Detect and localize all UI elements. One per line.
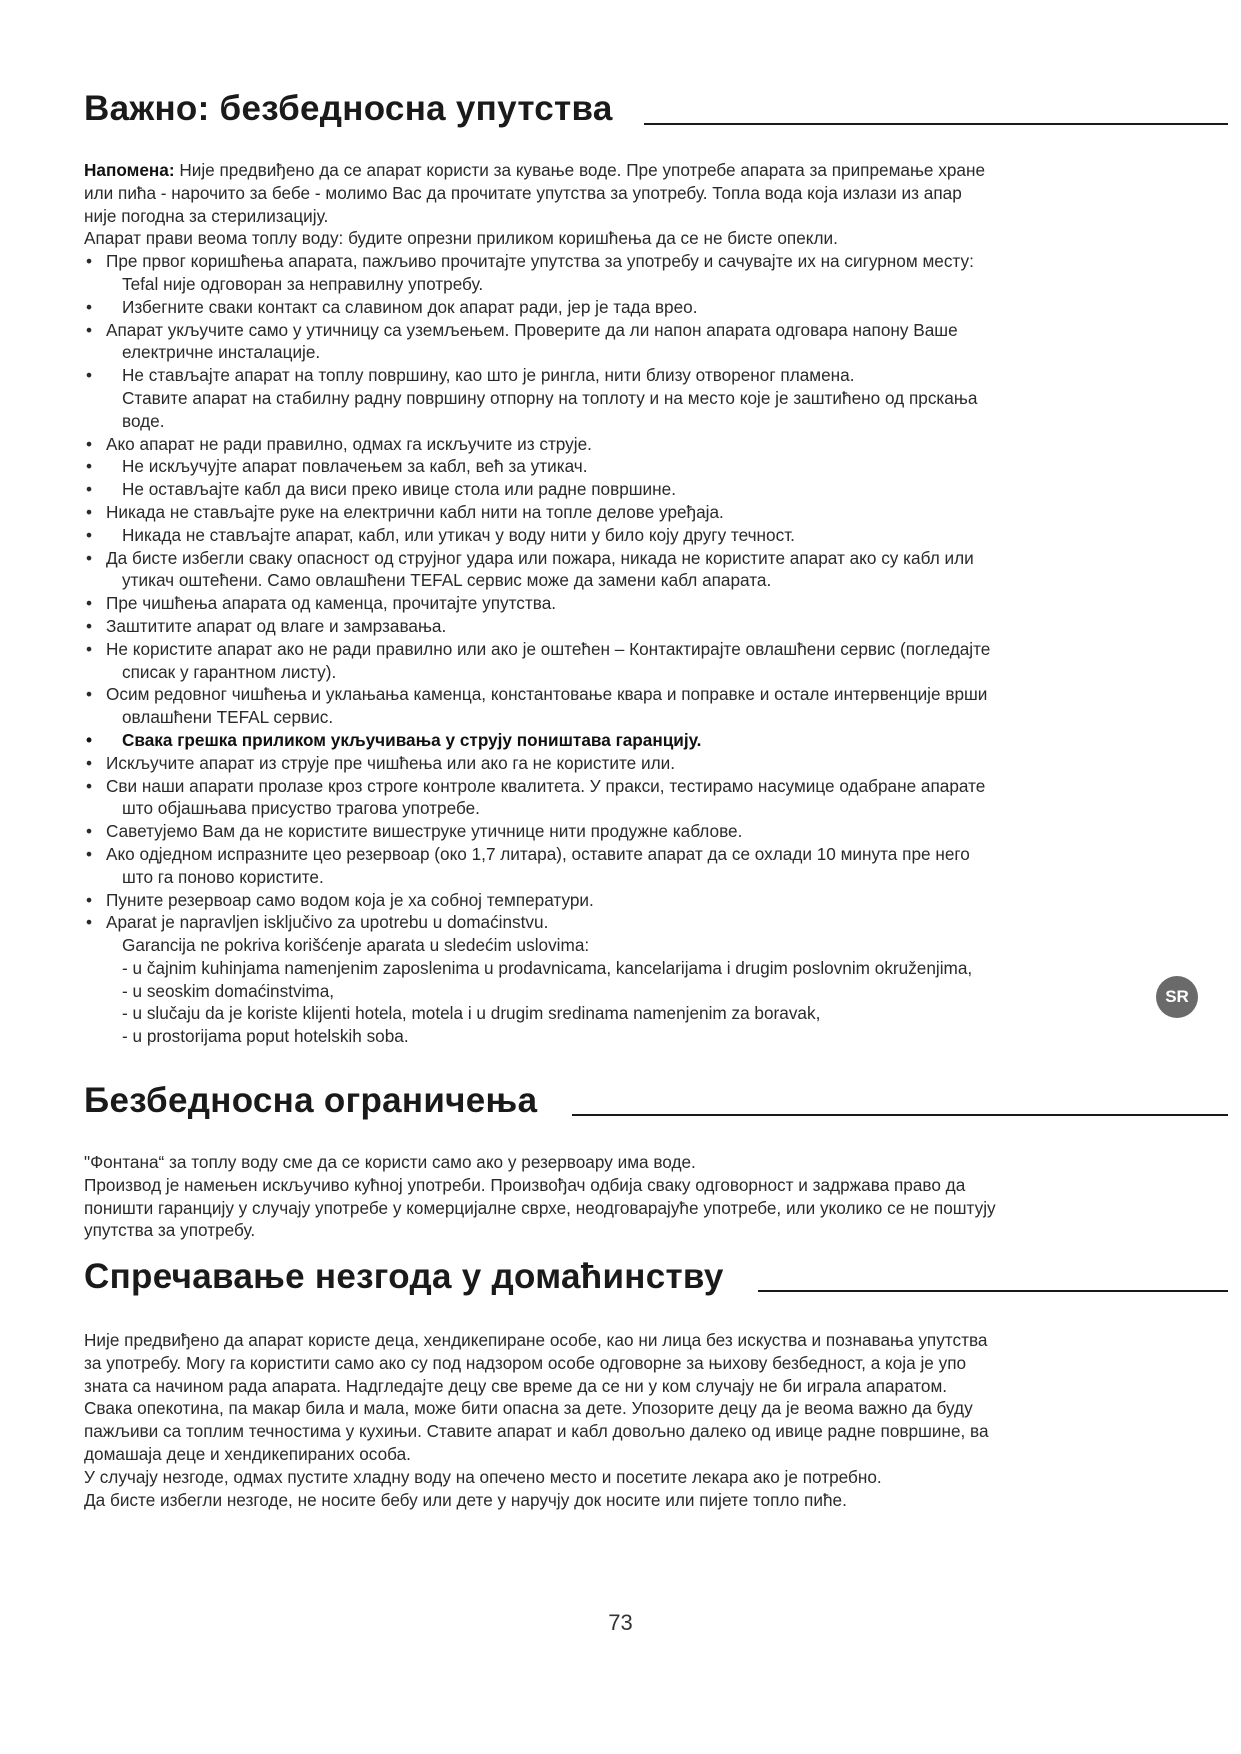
safety-instructions-body xyxy=(84,159,1204,1048)
list-item: • Пуните резервоар само водом која је ха собној температури. xyxy=(86,889,594,910)
list-item: • Искључите апарат из струје пре чишћења или ако га не користите или. xyxy=(86,752,675,773)
list-item: • Пре чишћења апарата од каменца, прочитајте упутства. xyxy=(86,593,557,614)
bullet: • xyxy=(86,821,93,842)
bullet: • xyxy=(86,296,93,317)
accident-prevention-body xyxy=(84,1329,1204,1511)
paragraph-line: Свака опекотина, па макар била и мала, може бити опасна за дете. Упозорите децу да је веома важно да буду xyxy=(84,1398,973,1419)
note-line: није погодна за стерилизацију. xyxy=(84,205,329,226)
bullet: • xyxy=(86,729,93,750)
list-item-continuation: Tefal није одговоран за неправилну употребу. xyxy=(122,273,484,294)
list-item-warranty-warning: • Свака грешка приликом укључивања у струју поништава гаранцију. xyxy=(86,729,702,750)
list-item-continuation: воде. xyxy=(122,410,165,431)
paragraph-line: Производ је намењен искључиво кућној употреби. Произвођач одбија сваку одговорност и задржава право да xyxy=(84,1174,966,1195)
title-underline xyxy=(758,1290,1228,1292)
list-item: • Заштитите апарат од влаге и замрзавања. xyxy=(86,615,447,636)
bullet: • xyxy=(86,775,93,796)
bullet: • xyxy=(86,524,93,545)
list-item-continuation: утикач оштећени. Само овлашћени TEFAL сервис може да замени кабл апарата. xyxy=(122,570,772,591)
bullet: • xyxy=(86,889,93,910)
paragraph-line: У случају незгоде, одмах пустите хладну воду на опечено место и посетите лекара ако је потребно. xyxy=(84,1466,882,1487)
title-underline xyxy=(644,123,1228,125)
list-item-continuation: што објашњава присуство трагова употребе. xyxy=(122,798,480,819)
warranty-exclusion-item: - u slučaju da je koriste klijenti hotela, motela i u drugim sredinama namenjenim za boravak, xyxy=(122,1003,821,1024)
list-item-continuation: електричне инсталације. xyxy=(122,342,321,363)
section-title-safety-limitations: Безбедносна ограничења xyxy=(84,1081,538,1120)
list-item-continuation: што га поново користите. xyxy=(122,866,324,887)
language-tab-badge: SR xyxy=(1156,976,1198,1018)
list-item: • Aparat je napravljen isključivo za upotrebu u domaćinstvu. xyxy=(86,912,549,933)
paragraph-line: Није предвиђено да апарат користе деца, хендикепиране особе, као ни лица без искуства и познавања упутства xyxy=(84,1330,988,1350)
list-item: • Да бисте избегли сваку опасност од струјног удара или пожара, никада не користите апарат ако су кабл или xyxy=(86,547,974,568)
bullet: • xyxy=(86,752,93,773)
paragraph-line: поништи гаранцију у случају употребе у комерцијалне сврхе, неодговарајуће употребе, или уколико се не поштују xyxy=(84,1197,996,1218)
list-item: • Ако одједном испразните цео резервоар (око 1,7 литара), оставите апарат да се охлади 10 минута пре него xyxy=(86,843,970,864)
section-title-accident-prevention: Спречавање незгода у домаћинству xyxy=(84,1257,724,1296)
paragraph-line: зната са начином рада апарата. Надгледајте децу све време да се ни у ком случају не би играла апаратом. xyxy=(84,1375,948,1396)
warning-line: Апарат прави веома топлу воду: будите опрезни приликом коришћења да се не бисте опекли. xyxy=(84,228,838,249)
warranty-exclusion-item: - u prostorijama poput hotelskih soba. xyxy=(122,1026,409,1047)
bullet: • xyxy=(86,365,93,386)
list-item: • Осим редовног чишћења и уклањања каменца, константовање квара и поправке и остале интервенције врши xyxy=(86,684,988,705)
page-number: 73 xyxy=(608,1610,633,1635)
bullet: • xyxy=(86,684,93,705)
list-item: • Ако апарат не ради правилно, одмах га искључите из струје. xyxy=(86,433,592,454)
bullet: • xyxy=(86,456,93,477)
note-line xyxy=(84,159,1204,182)
list-item: • Саветујемо Вам да не користите вишеструке утичнице нити продужне каблове. xyxy=(86,821,743,842)
warranty-exclusion-item: - u seoskim domaćinstvima, xyxy=(122,980,335,1001)
list-item: • Избегните сваки контакт са славином док апарат ради, јер је тада врео. xyxy=(86,296,698,317)
safety-limitations-body xyxy=(84,1151,1204,1242)
bullet: • xyxy=(86,479,93,500)
list-item: • Не остављајте кабл да виси преко ивице стола или радне површине. xyxy=(86,479,676,500)
list-item: • Не стављајте апарат на топлу површину, као што је рингла, нити близу отвореног пламена. xyxy=(86,365,855,386)
title-underline xyxy=(572,1114,1228,1116)
list-item-continuation: овлашћени TEFAL сервис. xyxy=(122,707,334,728)
list-item-continuation: Ставите апарат на стабилну радну површину отпорну на топлоту и на место које је заштићено од прскања xyxy=(122,387,978,408)
list-item: • Не искључујте апарат повлачењем за кабл, већ за утикач. xyxy=(86,456,588,477)
warranty-exclusion-item: - u čajnim kuhinjama namenjenim zaposlenima u prodavnicama, kancelarijama i drugim poslovnim okruženjima, xyxy=(122,957,973,978)
list-item: • Никада не стављајте руке на електрични кабл нити на топле делове уређаја. xyxy=(86,501,724,522)
section-title-safety-instructions: Важно: безбедносна упутства xyxy=(84,89,613,128)
bullet: • xyxy=(86,433,93,454)
bullet: • xyxy=(86,319,93,340)
list-item: • Не користите апарат ако не ради правилно или ако је оштећен – Контактирајте овлашћени сервис (погледајте xyxy=(86,638,991,659)
paragraph-line: за употребу. Могу га користити само ако су под надзором особе одговорне за њихову безбедност, а која је упо xyxy=(84,1352,967,1373)
paragraph-line: пажљиви са топлим течностима у кухињи. Ставите апарат и кабл довољно далеко од ивице радне површине, ва xyxy=(84,1421,989,1442)
warranty-exclusions-intro: Garancija ne pokriva korišćenje aparata u sledećim uslovima: xyxy=(122,935,590,956)
paragraph-line: "Фонтана“ за топлу воду сме да се користи само ако у резервоару има воде. xyxy=(84,1152,696,1172)
note-text: Није предвиђено да се апарат користи за кување воде. Пре употребе апарата за припремање хране xyxy=(174,160,986,180)
bullet: • xyxy=(86,251,93,272)
note-line: или пића - нарочито за бебе - молимо Вас да прочитате упутства за употребу. Топла вода која излази из апар xyxy=(84,182,962,203)
bullet: • xyxy=(86,547,93,568)
bullet: • xyxy=(86,615,93,636)
paragraph-line: Да бисте избегли незгоде, не носите бебу или дете у наручју док носите или пијете топло пиће. xyxy=(84,1489,847,1510)
bullet: • xyxy=(86,912,93,933)
bullet: • xyxy=(86,843,93,864)
bullet: • xyxy=(86,593,93,614)
list-item: • Никада не стављајте апарат, кабл, или утикач у воду нити у било коју другу течност. xyxy=(86,524,795,545)
bullet: • xyxy=(86,501,93,522)
list-item: • Сви наши апарати пролазе кроз строге контроле квалитета. У пракси, тестирамо насумице одабране апарате xyxy=(86,775,986,796)
paragraph-line: упутства за употребу. xyxy=(84,1220,256,1241)
list-item: • Апарат укључите само у утичницу са уземљењем. Проверите да ли напон апарата одговара напону Ваше xyxy=(86,319,958,340)
bullet: • xyxy=(86,638,93,659)
list-item: • Пре првог коришћења апарата, пажљиво прочитајте упутства за употребу и сачувајте их на сигурном месту: xyxy=(86,251,974,272)
list-item-continuation: списак у гарантном листу). xyxy=(122,661,337,682)
paragraph-line: домашаја деце и хендикепираних особа. xyxy=(84,1443,411,1464)
note-label: Напомена: xyxy=(84,160,175,180)
